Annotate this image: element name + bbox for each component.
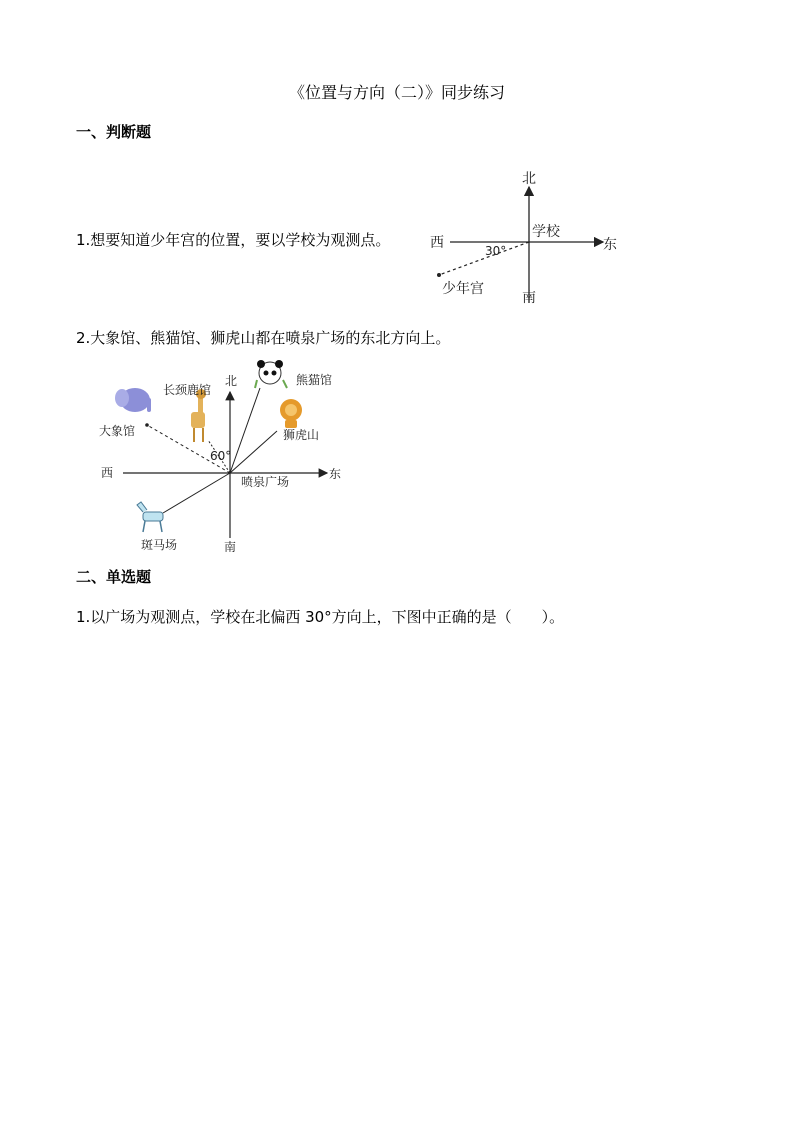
question-2-1: 1.以广场为观测点，学校在北偏西 30°方向上，下图中正确的是（ ）。: [76, 608, 565, 626]
elephant-icon: [115, 388, 151, 412]
angle-label: 60°: [210, 449, 232, 463]
west-label: 西: [101, 466, 114, 480]
compass-diagram-school: [425, 165, 625, 310]
direction-line: [439, 242, 529, 275]
panda-label: 熊猫馆: [296, 373, 333, 387]
zebra-label: 斑马场: [141, 538, 178, 552]
center-label: 学校: [532, 224, 560, 240]
angle-label: 30°: [485, 244, 507, 258]
page-title: 《位置与方向（二）》同步练习: [288, 83, 505, 102]
elephant-label: 大象馆: [99, 424, 136, 438]
giraffe-label: 长颈鹿馆: [163, 383, 212, 397]
west-label: 西: [430, 235, 444, 251]
lion-icon: [280, 399, 302, 428]
point-dot: [437, 273, 441, 277]
panda-icon: [255, 360, 287, 388]
question-1-2: 2.大象馆、熊猫馆、狮虎山都在喷泉广场的东北方向上。: [76, 329, 451, 347]
ray-zebra: [163, 473, 230, 513]
section-heading-judgement: 一、判断题: [76, 123, 152, 141]
north-label: 北: [225, 374, 238, 388]
question-1-1: 1.想要知道少年宫的位置，要以学校为观测点。: [76, 231, 391, 249]
section-heading-single-choice: 二、单选题: [76, 568, 152, 586]
compass-diagram-zoo: [95, 360, 355, 555]
north-label: 北: [522, 171, 536, 187]
east-label: 东: [603, 237, 617, 253]
south-label: 南: [224, 540, 237, 554]
east-label: 东: [329, 467, 342, 481]
zebra-icon: [137, 502, 163, 532]
center-label: 喷泉广场: [241, 475, 290, 489]
lion-label: 狮虎山: [283, 428, 320, 442]
point-label: 少年宫: [442, 281, 484, 297]
south-label: 南: [522, 290, 536, 306]
